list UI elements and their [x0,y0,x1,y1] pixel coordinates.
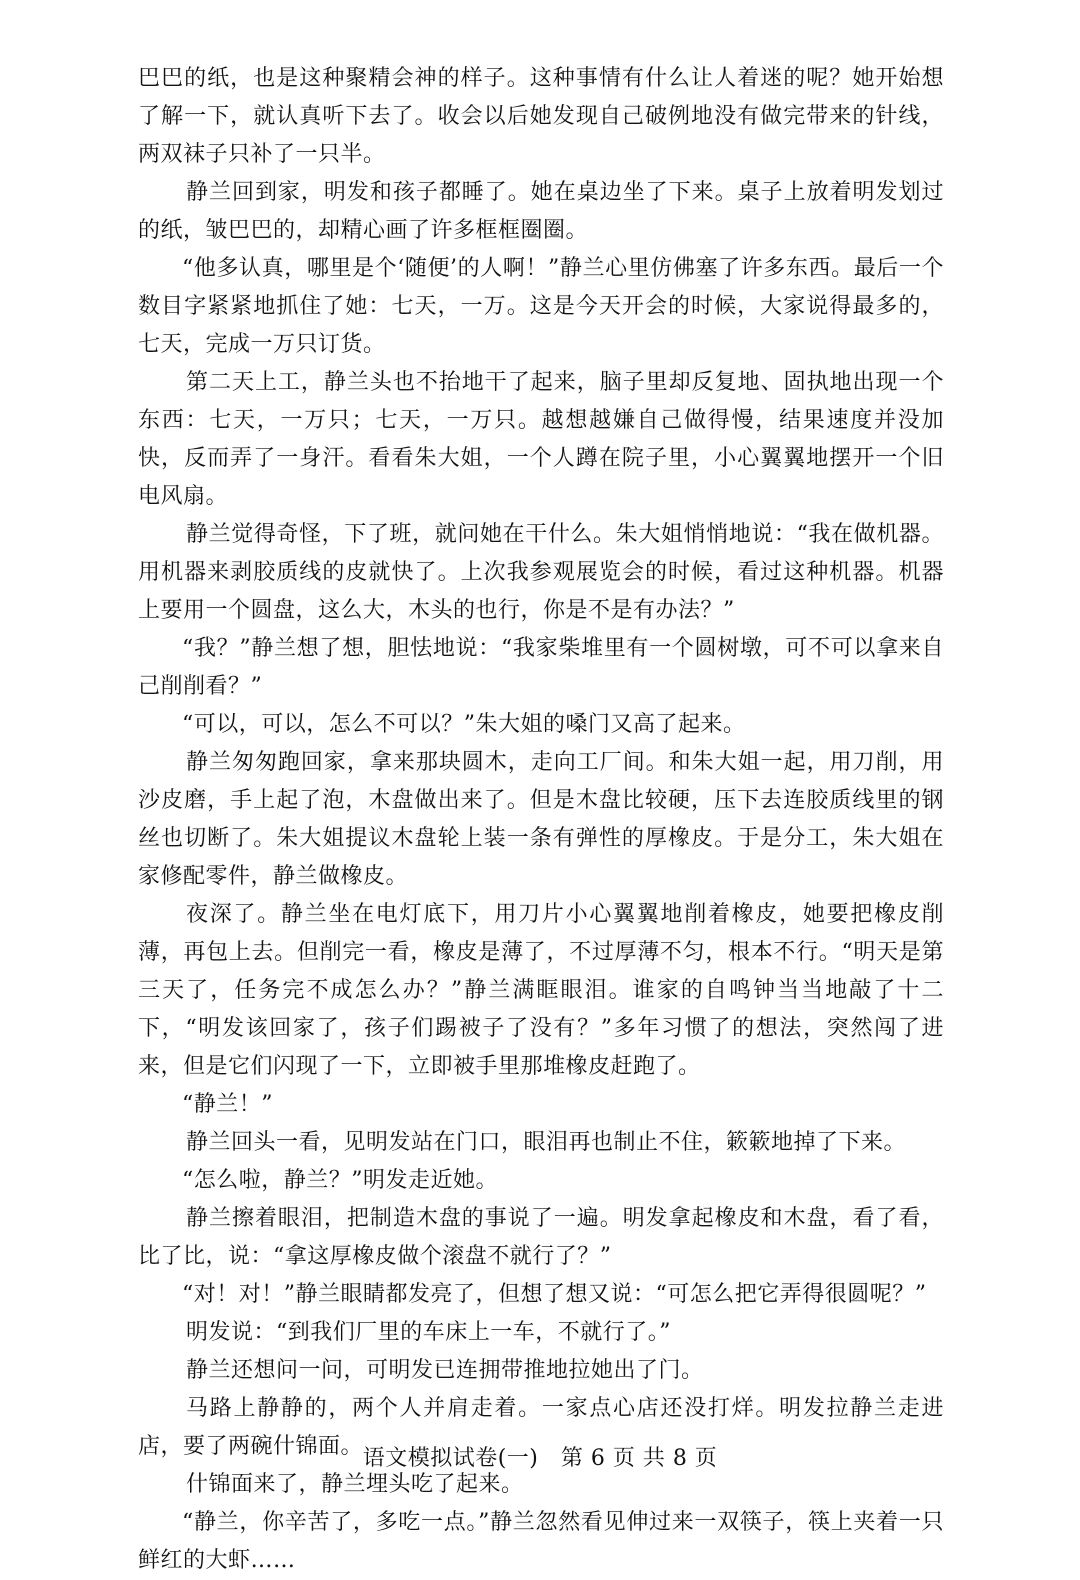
article-body [138,60,944,1580]
paragraph: “我？”静兰想了想，胆怯地说：“我家柴堆里有一个圆树墩，可不可以拿来自己削削看？” [138,636,944,699]
paragraph: 夜深了。静兰坐在电灯底下，用刀片小心翼翼地削着橡皮，她要把橡皮削薄，再包上去。但削完一看，橡皮是薄了，不过厚薄不匀，根本不行。“明天是第三天了，任务完不成怎么办？”静兰满眶眼泪。谁家的自鸣钟当当地敲了十二下，“明发该回家了，孩子们踢被子了没有？”多年习惯了的想法，突然闯了进来，但是它们闪现了一下，立即被手里那堆橡皮赶跑了。 [138,902,944,1079]
paragraph: “对！对！”静兰眼睛都发亮了，但想了想又说：“可怎么把它弄得很圆呢？” [182,1282,927,1307]
paragraph: 马路上静静的，两个人并肩走着。一家点心店还没打烊。明发拉静兰走进店，要了两碗什锦面。 [138,1396,944,1459]
page-footer [0,1444,1080,1474]
paragraph: 静兰还想问一问，可明发已连拥带推地拉她出了门。 [186,1358,704,1383]
paragraph: “可以，可以，怎么不可以？”朱大姐的嗓门又高了起来。 [182,712,746,737]
paragraph: 什锦面来了，静兰埋头吃了起来。 [186,1472,524,1497]
paragraph: “静兰，你辛苦了，多吃一点。”静兰忽然看见伸过来一双筷子，筷上夹着一只鲜红的大虾…… [138,1510,944,1573]
page-number: 第 6 页 共 8 页 [560,1446,718,1471]
paragraph: 静兰匆匆跑回家，拿来那块圆木，走向工厂间。和朱大姐一起，用刀削，用沙皮磨，手上起了泡，木盘做出来了。但是木盘比较硬，压下去连胶质线里的钢丝也切断了。朱大姐提议木盘轮上装一条有弹性的厚橡皮。于是分工，朱大姐在家修配零件，静兰做橡皮。 [138,750,944,889]
paragraph: 明发说：“到我们厂里的车床上一车，不就行了。” [186,1320,671,1345]
paragraph: 静兰觉得奇怪，下了班，就问她在干什么。朱大姐悄悄地说：“我在做机器。用机器来剥胶质线的皮就快了。上次我参观展览会的时候，看过这种机器。机器上要用一个圆盘，这么大，木头的也行，你是不是有办法？” [138,522,944,623]
paragraph-continuation: 巴巴的纸，也是这种聚精会神的样子。这种事情有什么让人着迷的呢？她开始想了解一下，就认真听下去了。收会以后她发现自己破例地没有做完带来的针线，两双袜子只补了一只半。 [138,66,944,167]
paragraph: “静兰！” [182,1092,273,1117]
paragraph: “怎么啦，静兰？”明发走近她。 [182,1168,498,1193]
exam-title: 语文模拟试卷(一) [362,1446,539,1471]
paragraph: 静兰回到家，明发和孩子都睡了。她在桌边坐了下来。桌子上放着明发划过的纸，皱巴巴的，却精心画了许多框框圈圈。 [138,180,944,243]
paragraph: 静兰回头一看，见明发站在门口，眼泪再也制止不住，簌簌地掉了下来。 [186,1130,907,1155]
paragraph: “他多认真，哪里是个‘随便’的人啊！”静兰心里仿佛塞了许多东西。最后一个数目字紧紧地抓住了她：七天，一万。这是今天开会的时候，大家说得最多的，七天，完成一万只订货。 [138,256,944,357]
paragraph: 第二天上工，静兰头也不抬地干了起来，脑子里却反复地、固执地出现一个东西：七天，一万只；七天，一万只。越想越嫌自己做得慢，结果速度并没加快，反而弄了一身汗。看看朱大姐，一个人蹲在院子里，小心翼翼地摆开一个旧电风扇。 [138,370,944,509]
paragraph: 静兰擦着眼泪，把制造木盘的事说了一遍。明发拿起橡皮和木盘，看了看，比了比，说：“拿这厚橡皮做个滚盘不就行了？” [138,1206,944,1269]
